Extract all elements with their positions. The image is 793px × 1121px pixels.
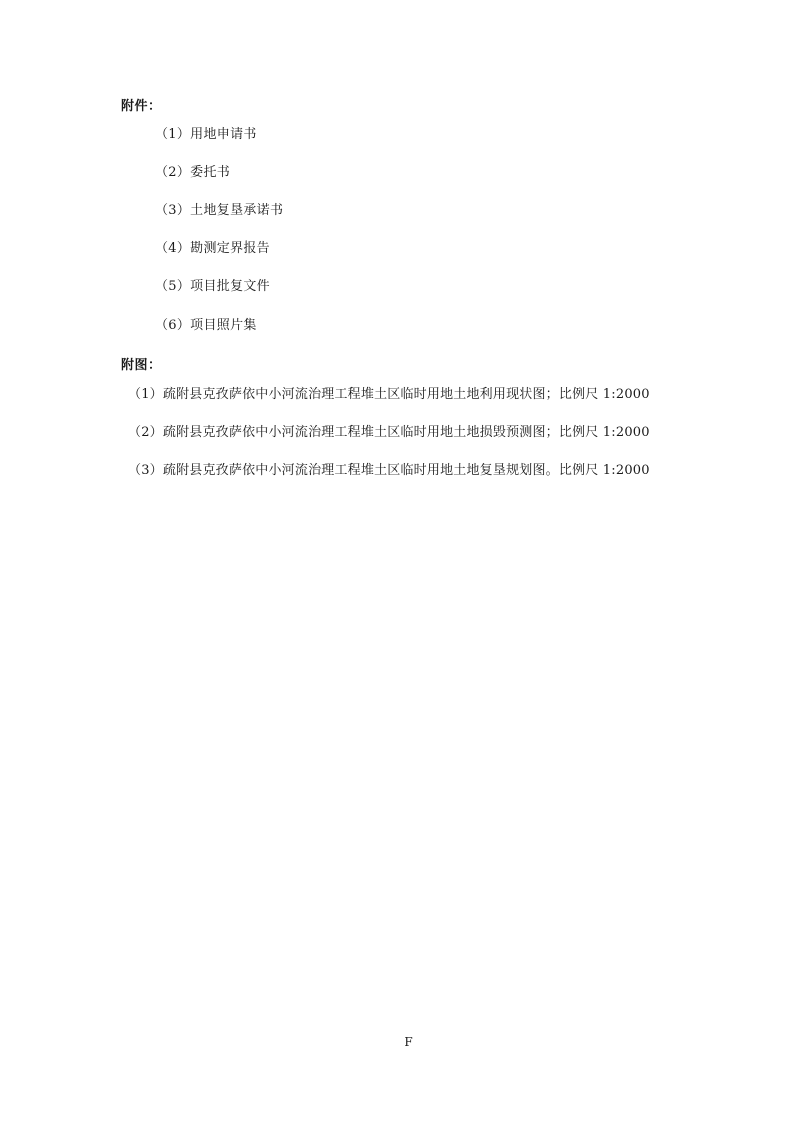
page-number: F: [404, 1035, 413, 1049]
attachment-item-5: （5）项目批复文件: [155, 279, 270, 294]
attachment-item-6: （6）项目照片集: [155, 318, 257, 333]
figures-heading: 附图：: [121, 358, 162, 373]
figure-item-2: （2）疏附县克孜萨依中小河流治理工程堆土区临时用地土地损毁预测图；比例尺 1:2000: [128, 425, 650, 440]
attachment-item-3: （3）土地复垦承诺书: [155, 203, 284, 218]
attachment-item-1: （1）用地申请书: [155, 127, 257, 142]
attachments-heading: 附件：: [121, 99, 162, 114]
figure-item-1: （1）疏附县克孜萨依中小河流治理工程堆土区临时用地土地利用现状图；比例尺 1:2000: [128, 387, 650, 402]
attachment-item-2: （2）委托书: [155, 165, 231, 180]
figure-item-3: （3）疏附县克孜萨依中小河流治理工程堆土区临时用地土地复垦规划图。比例尺 1:2000: [128, 463, 650, 478]
attachment-item-4: （4）勘测定界报告: [155, 241, 270, 256]
